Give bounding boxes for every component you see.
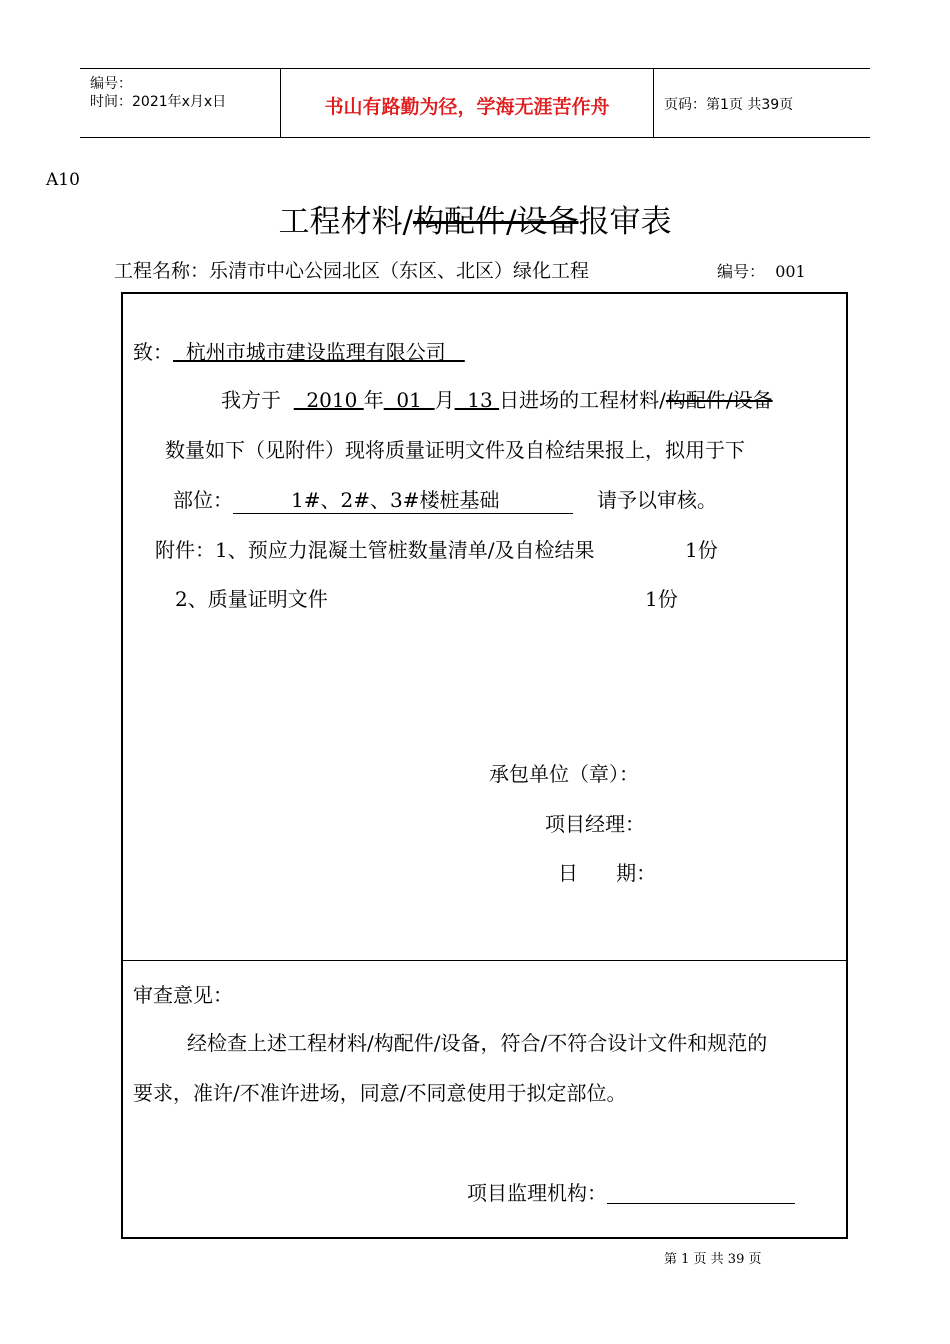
- contractor-label: 承包单位（章）：: [489, 762, 639, 786]
- attachment-item-2-count: 1份: [645, 587, 678, 611]
- attachment-item-1-count: 1份: [685, 538, 718, 562]
- entry-struck: 构配件/设备: [665, 388, 773, 412]
- form-box: [121, 292, 848, 1239]
- project-number-label: 编号：: [717, 262, 766, 281]
- project-name: 工程名称：乐清市中心公园北区（东区、北区）绿化工程: [114, 260, 590, 282]
- entry-prefix: 我方于: [221, 388, 281, 412]
- location-line: [173, 484, 717, 514]
- attachment-item-2: 2、质量证明文件: [175, 587, 328, 611]
- request-text: 请予以审核。: [597, 488, 717, 512]
- page-title: [0, 196, 950, 241]
- page-header: [80, 68, 870, 138]
- review-line-2: 要求，准许/不准许进场，同意/不同意使用于拟定部位。: [133, 1081, 627, 1105]
- entry-month: 01: [383, 388, 435, 412]
- title-part3: 报审表: [578, 204, 672, 240]
- page-info: 页码：第1页 共39页: [664, 97, 794, 113]
- attachments-line-1: [155, 534, 594, 563]
- recipient-name: 杭州市城市建设监理有限公司: [173, 340, 465, 364]
- page-footer: 第 1 页 共 39 页: [664, 1252, 762, 1267]
- number-label: 编号：: [90, 76, 132, 92]
- year-label: 年: [363, 388, 384, 412]
- day-label: 日进场的工程材料/: [499, 388, 666, 412]
- agency-line: [467, 1177, 795, 1206]
- review-label: 审查意见：: [133, 983, 233, 1007]
- form-code: A10: [46, 170, 80, 190]
- manager-label: 项目经理：: [545, 812, 645, 836]
- title-struck-part: 构配件/设备: [413, 204, 579, 240]
- location-value: 1#、2#、3#楼桩基础: [233, 484, 573, 514]
- location-label: 部位：: [173, 488, 233, 512]
- entry-year: 2010: [293, 388, 364, 412]
- agency-label: 项目监理机构：: [467, 1181, 607, 1205]
- recipient-line: [133, 336, 465, 365]
- month-label: 月: [434, 388, 455, 412]
- header-middle-cell: [281, 69, 654, 137]
- review-line-1: 经检查上述工程材料/构配件/设备，符合/不符合设计文件和规范的: [187, 1031, 768, 1055]
- project-number: [717, 259, 806, 282]
- title-part1: 工程材料/: [278, 204, 413, 240]
- motto: 书山有路勤为径，学海无涯苦作舟: [324, 96, 610, 118]
- entry-day: 13: [454, 388, 500, 412]
- recipient-label: 致：: [133, 340, 173, 364]
- date-label: 日 期：: [558, 861, 657, 885]
- project-number-value: 001: [775, 262, 806, 281]
- section-divider: [123, 960, 846, 961]
- entry-line: [221, 384, 773, 413]
- time-label: 时间：2021年x月x日: [90, 94, 227, 110]
- agency-signature-line: [607, 1183, 795, 1204]
- attachments-label: 附件：: [155, 538, 215, 562]
- attachment-item-1: 1、预应力混凝土管桩数量清单/及自检结果: [215, 538, 595, 562]
- entry-line-2: 数量如下（见附件）现将质量证明文件及自检结果报上，拟用于下: [165, 438, 745, 462]
- header-left-cell: [80, 69, 281, 137]
